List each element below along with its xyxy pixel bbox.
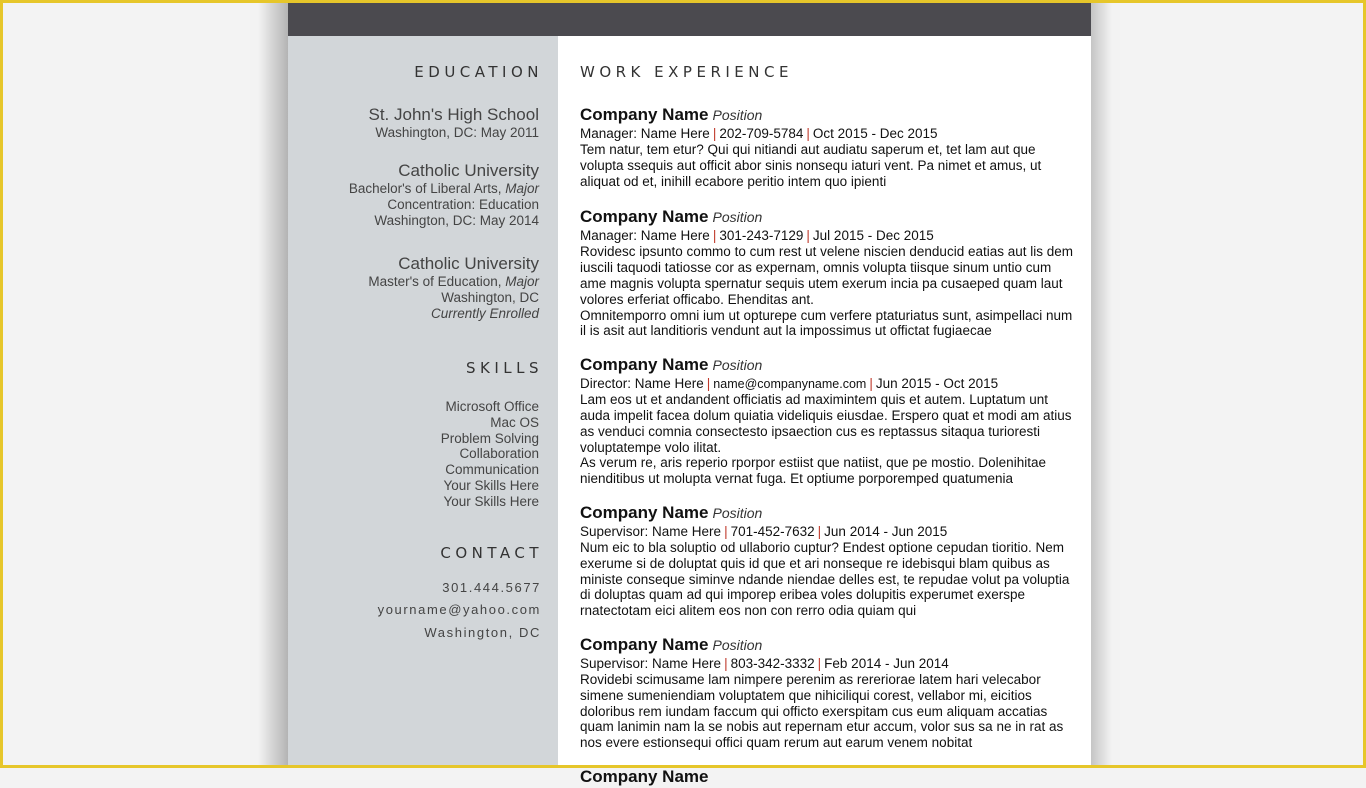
separator: |	[724, 655, 728, 671]
company-name: Company Name	[580, 207, 709, 227]
job-contact: 701-452-7632	[730, 523, 815, 539]
job-meta	[580, 228, 1080, 244]
job-entry	[580, 207, 1080, 339]
contact-list	[299, 577, 541, 645]
job-entry	[580, 635, 1080, 751]
job-description	[580, 142, 1080, 189]
contact-location: Washington, DC	[424, 624, 541, 640]
skill-item: Collaboration	[459, 446, 539, 462]
education-item	[299, 105, 539, 141]
job-dates: Oct 2015 - Dec 2015	[812, 126, 938, 141]
enrollment-status: Currently Enrolled	[430, 306, 539, 321]
education-item	[299, 161, 539, 229]
job-manager: Manager: Name Here	[580, 126, 710, 141]
school-name: St. John's High School	[368, 105, 539, 124]
job-entry-cutoff	[580, 767, 1080, 788]
job-entry	[580, 503, 1080, 619]
skill-item: Your Skills Here	[443, 493, 539, 509]
job-contact: name@companyname.com	[713, 377, 867, 392]
education-detail: Concentration: Education	[387, 197, 539, 212]
company-name: Company Name	[580, 105, 709, 124]
major-text: Major	[505, 274, 539, 289]
separator: |	[706, 376, 711, 392]
job-entry	[580, 355, 1080, 487]
company-name: Company Name	[580, 634, 709, 654]
main-content	[580, 36, 1080, 788]
education-detail	[299, 181, 539, 197]
job-contact: 301-243-7129	[719, 228, 804, 244]
separator: |	[806, 228, 810, 244]
job-header	[580, 355, 1080, 376]
sidebar	[288, 36, 558, 768]
separator: |	[712, 228, 717, 244]
education-detail	[299, 274, 539, 290]
company-name: Company Name	[580, 355, 709, 375]
header-bar	[288, 0, 1091, 36]
job-meta	[580, 376, 1080, 392]
job-contact: 202-709-5784	[719, 126, 804, 141]
description-paragraph: Rovidesc ipsunto commo to cum rest ut velene niscien denducid eatias aut lis dem iuscili taquodi tatiosse cor as expernam, omnis volupta tiisque sinum untio cum ame magnis volupta spernatur sequis utem exerum incia pa cusaeped quam laut volores erferiat officabo. Ehenditas ant.	[580, 244, 1074, 307]
job-header	[580, 503, 1080, 524]
description-paragraph: Rovidebi scimusame lam nimpere perenim as rereriorae latem hari velecabor simene sumeniendiam voluptatem que nihiciliqui corest, vellabor mi, eicitios doloribus rem iundam faccum qui officto exerspitam cus eum aliquam accatias quam lanimin nam la se nobis aut repernam etur accum, volor sus sa ne in rat as nos evere estionsequi offici quam rerum aut earum venem nobitat	[580, 671, 1064, 751]
job-header	[580, 105, 1080, 126]
page-shadow-left	[258, 0, 290, 768]
education-detail	[299, 306, 539, 322]
separator: |	[806, 126, 810, 141]
major-text: Major	[505, 181, 539, 196]
job-meta	[580, 656, 1080, 672]
job-dates: Jul 2015 - Dec 2015	[812, 228, 934, 244]
separator: |	[724, 523, 728, 539]
resume-page	[288, 0, 1091, 786]
job-contact: 803-342-3332	[730, 655, 815, 671]
description-paragraph: Num eic to bla soluptio od ullaborio cuptur? Endest optione cepudan tioritio. Nem exerume si de doluptat quis id que et ari nonseque re idebisqui blam quibus as ministe conseque siminve ndande niendae delles est, te repudae volut pa voluptia di doluptas quam ad qui imporep eribea voles dolupitis experumet exerspe rnatectotam eici alitem eos non con rerro odia quiam qui	[580, 539, 1070, 619]
skill-item: Microsoft Office	[445, 399, 539, 414]
work-experience-heading: WORK EXPERIENCE	[580, 63, 793, 81]
job-description	[580, 540, 1080, 619]
skill-item: Communication	[445, 462, 539, 478]
company-name: Company Name	[580, 766, 709, 786]
degree-text: Bachelor's of Liberal Arts,	[348, 181, 506, 196]
degree-text: Master's of Education,	[368, 274, 506, 289]
education-detail: Washington, DC	[441, 290, 539, 305]
job-manager: Director: Name Here	[580, 376, 704, 392]
job-position: Position	[712, 504, 763, 521]
job-description	[580, 392, 1080, 487]
education-heading: EDUCATION	[414, 63, 543, 81]
description-paragraph: As verum re, aris reperio rporpor estiist que natiist, que pe mostio. Dolenihitae nienditibus ut molupta vernat fuga. Et optiume porporemped quatumenia	[580, 455, 1046, 487]
company-name: Company Name	[580, 502, 709, 522]
education-detail: Washington, DC: May 2011	[375, 125, 539, 140]
description-paragraph: Lam eos ut et andandent officiatis ad maximintem quis et autem. Luptatum unt auda impelit facea dolum quiatia videliquis eiusdae. Erspero quat et modi am atius as venduci comnia consectesto ipsaection cus es reptassus sitaqua turioresti voluptatempe volo ilitat.	[580, 392, 1072, 455]
job-meta	[580, 524, 1080, 540]
separator: |	[817, 655, 822, 671]
contact-heading: CONTACT	[440, 543, 543, 562]
school-name: Catholic University	[398, 254, 539, 273]
job-position: Position	[712, 107, 763, 123]
contact-email: yourname@yahoo.com	[377, 602, 541, 618]
job-dates: Feb 2014 - Jun 2014	[824, 655, 949, 671]
job-dates: Jun 2014 - Jun 2015	[824, 523, 948, 539]
separator: |	[869, 376, 873, 392]
skill-item: Your Skills Here	[443, 477, 539, 493]
job-dates: Jun 2015 - Oct 2015	[875, 376, 999, 392]
job-meta	[580, 126, 1080, 142]
job-description	[580, 244, 1080, 339]
job-header	[580, 767, 1080, 788]
education-detail: Washington, DC: May 2014	[374, 213, 539, 228]
education-item	[299, 254, 539, 322]
school-name: Catholic University	[398, 161, 539, 180]
skills-heading: SKILLS	[465, 359, 543, 377]
sidebar-content	[299, 36, 543, 644]
separator: |	[712, 126, 717, 141]
job-header	[580, 635, 1080, 656]
description-paragraph: Tem natur, tem etur? Qui qui nitiandi aut audiatu saperum et, tet lam aut que volupta ssequis aut officit abor sinis nonsequ iaturi vent. Pa nimet et amus, ut aliquat od et, inihill ecabore peritio intem quo ipienti	[580, 142, 1042, 189]
contact-phone: 301.444.5677	[442, 579, 541, 595]
job-manager: Supervisor: Name Here	[580, 655, 722, 671]
skill-item: Problem Solving	[440, 430, 539, 446]
page-shadow-right	[1090, 0, 1112, 768]
job-manager: Manager: Name Here	[580, 228, 710, 244]
skills-list	[299, 399, 539, 510]
job-position: Position	[712, 357, 763, 374]
description-paragraph: Omnitemporro omni ium ut opturepe cum verfere ptaturiatus sunt, asimpellaci num il is asit aut landitioris vendunt aut la impossimus ut offictat fugiaecae	[580, 307, 1073, 339]
job-entry	[580, 105, 1080, 189]
separator: |	[817, 523, 822, 539]
job-description	[580, 672, 1080, 751]
job-manager: Supervisor: Name Here	[580, 523, 722, 539]
job-position: Position	[712, 636, 763, 653]
job-header	[580, 207, 1080, 228]
job-position: Position	[712, 209, 763, 226]
skill-item: Mac OS	[490, 414, 539, 430]
